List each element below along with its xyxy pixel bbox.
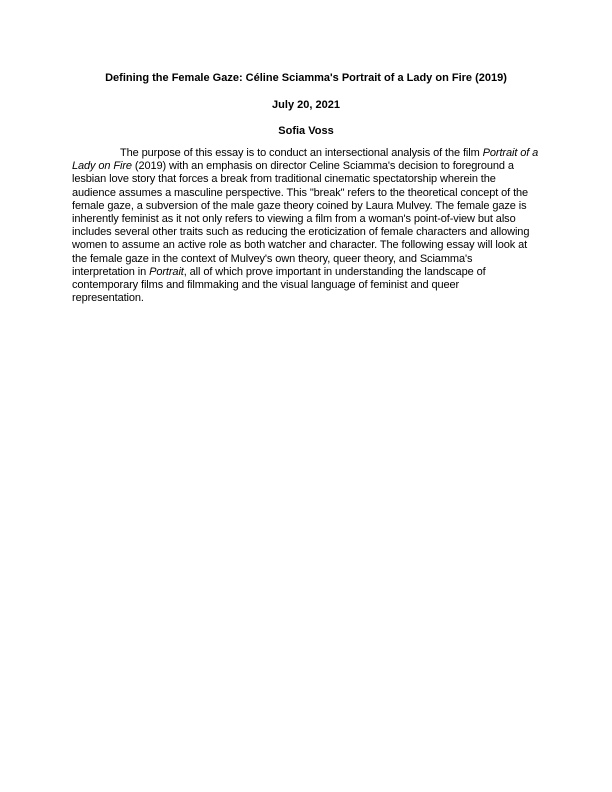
abstract-paragraph xyxy=(72,147,540,305)
abstract-line: representation. xyxy=(72,292,144,305)
abstract-line: The purpose of this essay is to conduct an intersectional analysis of the film Portrait of a xyxy=(120,147,539,159)
abstract-line: women to assume an active role as both watcher and character. The following essay will look at xyxy=(72,239,528,252)
document-author: Sofia Voss xyxy=(278,125,334,137)
italic-title: Portrait xyxy=(149,265,184,278)
abstract-line: includes several other traits such as reducing the eroticization of female characters and allowing xyxy=(72,226,530,239)
italic-title: Portrait of a xyxy=(482,147,539,159)
abstract-line: the female gaze in the context of Mulvey's own theory, queer theory, and Sciamma's xyxy=(72,252,473,265)
document-date: July 20, 2021 xyxy=(272,99,340,111)
abstract-line: female gaze, a subversion of the male gaze theory coined by Laura Mulvey. The female gaze is xyxy=(72,199,527,212)
abstract-line: Lady on Fire (2019) with an emphasis on director Celine Sciamma's decision to foreground a xyxy=(72,160,514,173)
abstract-line: interpretation in Portrait, all of which prove important in understanding the landscape of xyxy=(72,265,486,278)
document-title: Defining the Female Gaze: Céline Sciamma's Portrait of a Lady on Fire (2019) xyxy=(105,72,507,84)
abstract-line: inherently feminist as it not only refers to viewing a film from a woman's point-of-view but also xyxy=(72,213,516,226)
abstract-line: lesbian love story that forces a break from traditional cinematic spectatorship wherein the xyxy=(72,173,496,186)
italic-title: Lady on Fire xyxy=(72,160,132,173)
abstract-line: audience assumes a masculine perspective. This "break" refers to the theoretical concept of the xyxy=(72,186,529,199)
abstract-line: contemporary films and filmmaking and the visual language of feminist and queer xyxy=(72,279,460,292)
